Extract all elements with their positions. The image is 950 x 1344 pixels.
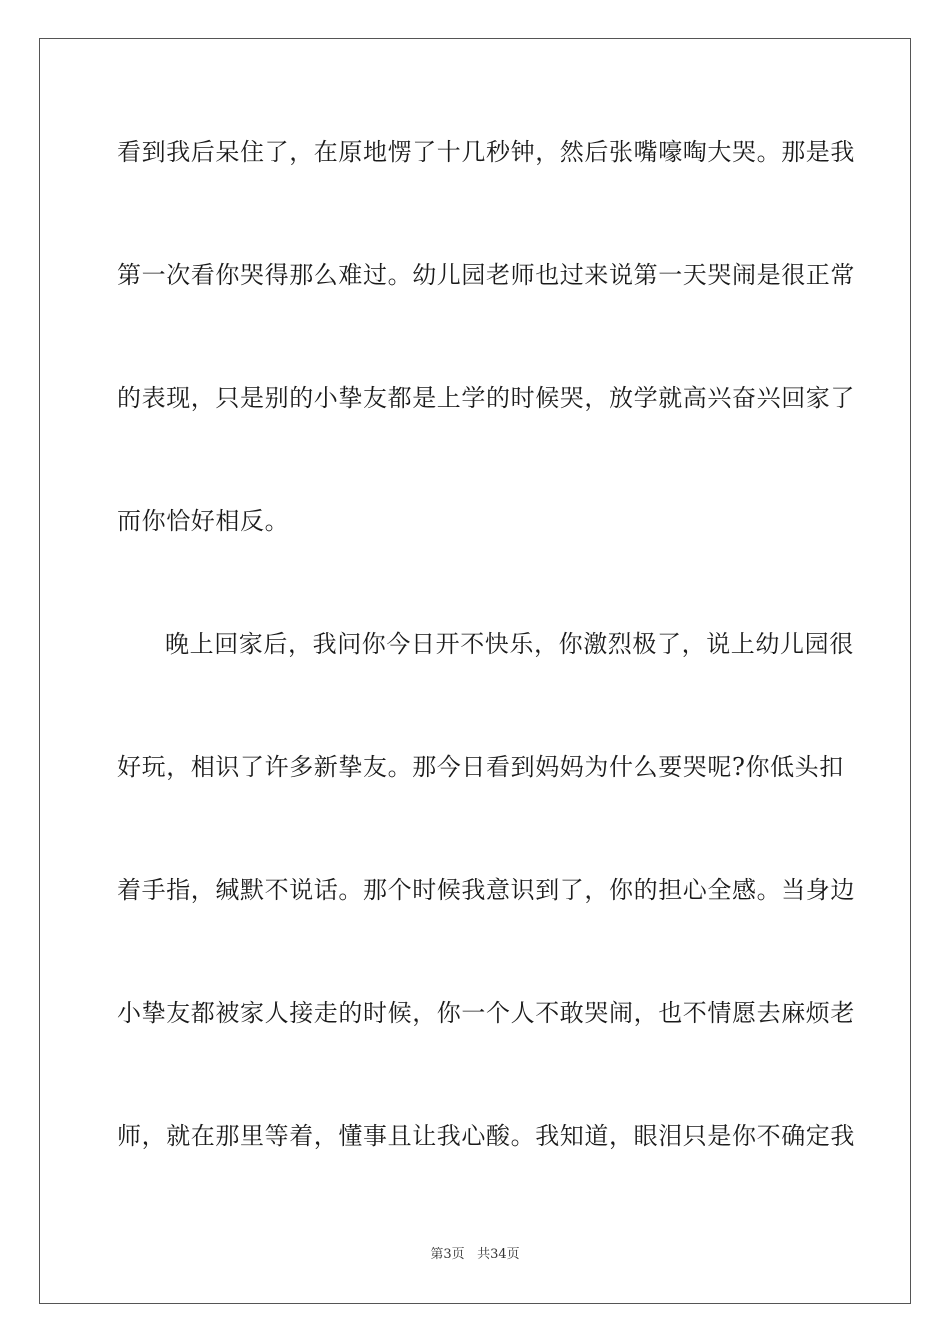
body-text-line: 看到我后呆住了，在原地愣了十几秒钟，然后张嘴嚎啕大哭。那是我 [117, 138, 855, 166]
paragraph-start-line: 晚上回家后，我问你今日开不快乐，你激烈极了，说上幼儿园很 [165, 630, 854, 658]
page-number: 第3页 [430, 1247, 465, 1262]
body-text-line: 而你恰好相反。 [117, 507, 290, 535]
body-text-line: 着手指，缄默不说话。那个时候我意识到了，你的担心全感。当身边 [117, 876, 855, 904]
body-text-line: 师，就在那里等着，懂事且让我心酸。我知道，眼泪只是你不确定我 [117, 1122, 855, 1150]
body-text-line: 好玩，相识了许多新挚友。那今日看到妈妈为什么要哭呢?你低头扣 [117, 753, 844, 781]
body-text-line: 的表现，只是别的小挚友都是上学的时候哭，放学就高兴奋兴回家了 [117, 384, 855, 412]
page-footer [0, 1246, 950, 1264]
total-pages: 共34页 [477, 1247, 520, 1262]
page-border [39, 38, 911, 1304]
body-text-line: 第一次看你哭得那么难过。幼儿园老师也过来说第一天哭闹是很正常 [117, 261, 855, 289]
body-text-line: 小挚友都被家人接走的时候，你一个人不敢哭闹，也不情愿去麻烦老 [117, 999, 855, 1027]
